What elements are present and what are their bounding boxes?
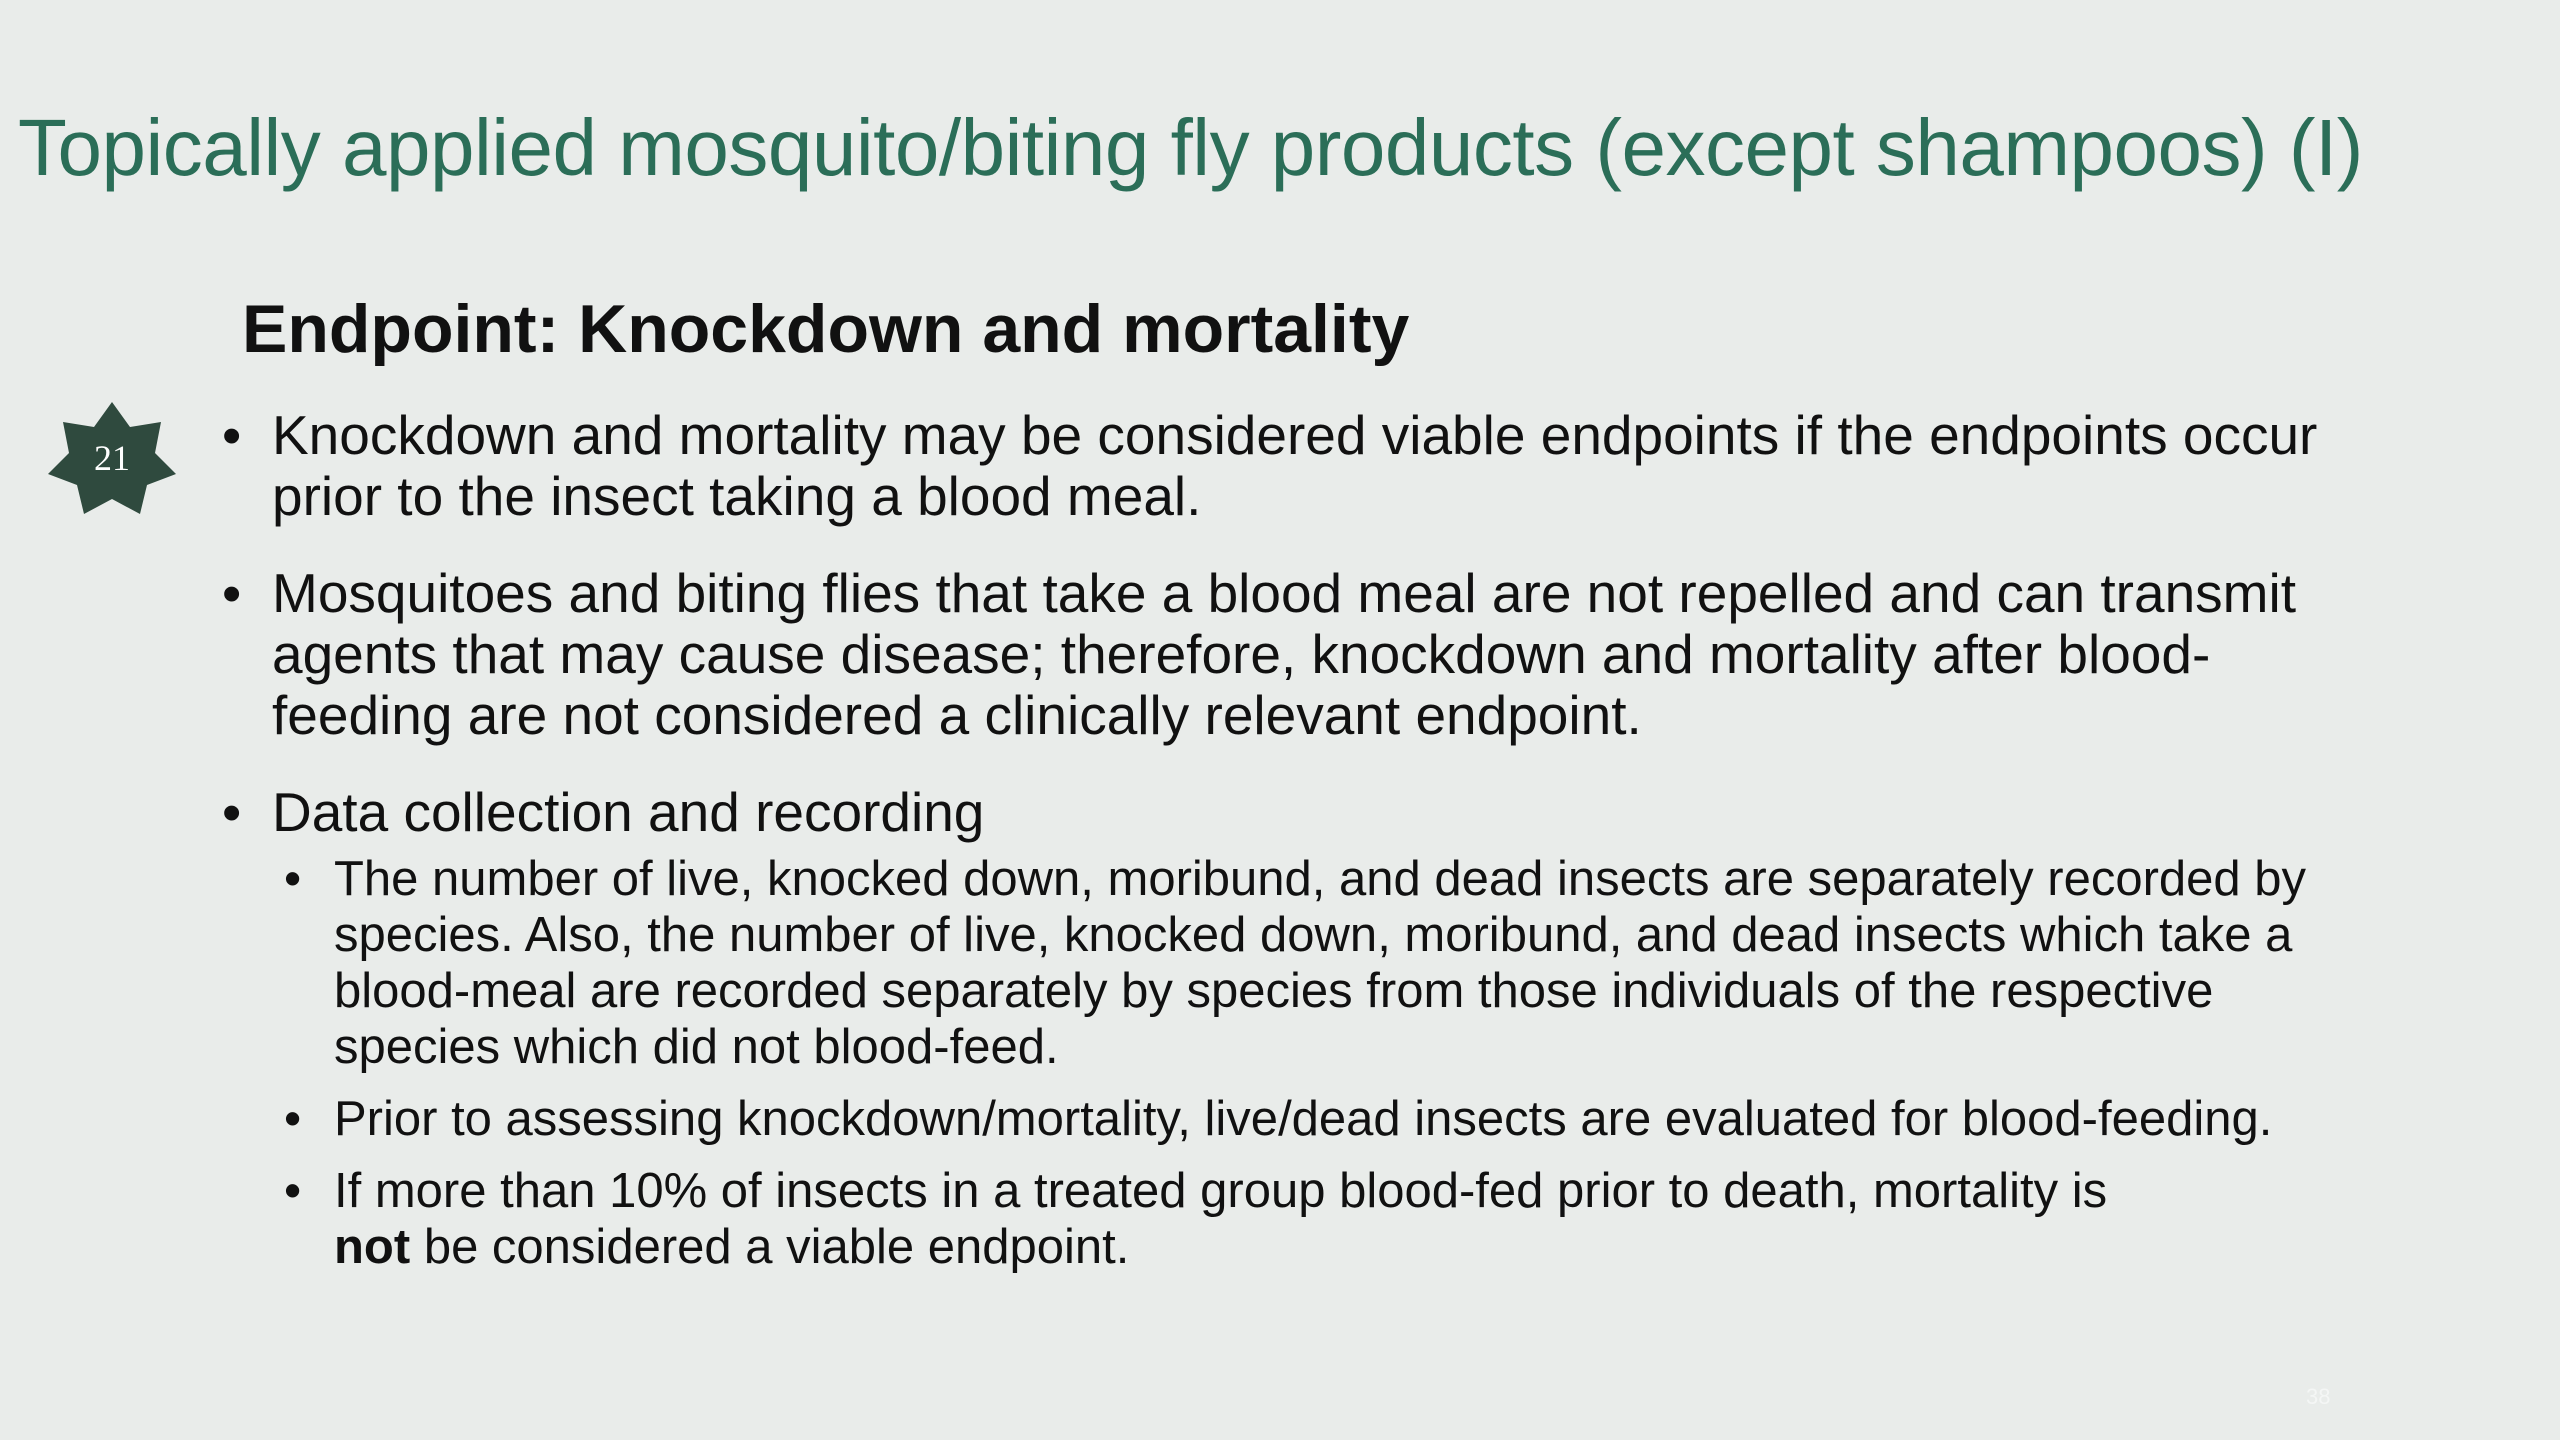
bullet-item — [222, 563, 2372, 746]
slide-number-badge — [44, 400, 180, 516]
sub-bullet-item — [222, 1091, 2372, 1147]
slide-content — [222, 405, 2372, 1275]
sub-bullet-item — [222, 1163, 2372, 1275]
sub-bullet-list — [222, 851, 2372, 1275]
sub-bullet-text: Prior to assessing knockdown/mortality, live/dead insects are evaluated for blood-feeding. — [334, 1092, 2273, 1146]
badge-number: 21 — [94, 438, 130, 478]
sub-bullet-bold-word: not — [334, 1220, 411, 1274]
sub-bullet-text-prefix: If more than 10% of insects in a treated group blood-fed prior to death, mortality is — [334, 1164, 2108, 1218]
page-number: 38 — [2306, 1384, 2331, 1409]
slide-subtitle: Endpoint: Knockdown and mortality — [242, 291, 1410, 367]
bullet-text: Knockdown and mortality may be considered viable endpoints if the endpoints occur prior to the insect taking a blood meal. — [272, 404, 2318, 527]
sub-bullet-item — [222, 851, 2372, 1075]
sub-bullet-marker: • — [284, 1164, 302, 1218]
sub-bullet-marker: • — [284, 852, 302, 906]
bullet-marker: • — [222, 781, 242, 843]
sub-bullet-text-suffix: be considered a viable endpoint. — [423, 1220, 1130, 1274]
bullet-text: Data collection and recording — [272, 781, 985, 843]
sub-bullet-text: The number of live, knocked down, moribund, and dead insects are separately recorded by species. Also, the number of live, knocked down, moribund, and dead insects which take a blood-meal are recorded separately by species from those individuals of the respective species which did not blood-feed. — [334, 852, 2307, 1074]
sub-bullet-marker: • — [284, 1092, 302, 1146]
bullet-text: Mosquitoes and biting flies that take a blood meal are not repelled and can transmit agents that may cause disease; therefore, knockdown and mortality after blood-feeding are not considered a clinically relevant endpoint. — [272, 562, 2296, 746]
bullet-marker: • — [222, 562, 242, 624]
bullet-item — [222, 782, 2372, 843]
bullet-item — [222, 405, 2372, 527]
slide-title: Topically applied mosquito/biting fly products (except shampoos) (I) — [18, 103, 2363, 192]
bullet-marker: • — [222, 404, 242, 466]
